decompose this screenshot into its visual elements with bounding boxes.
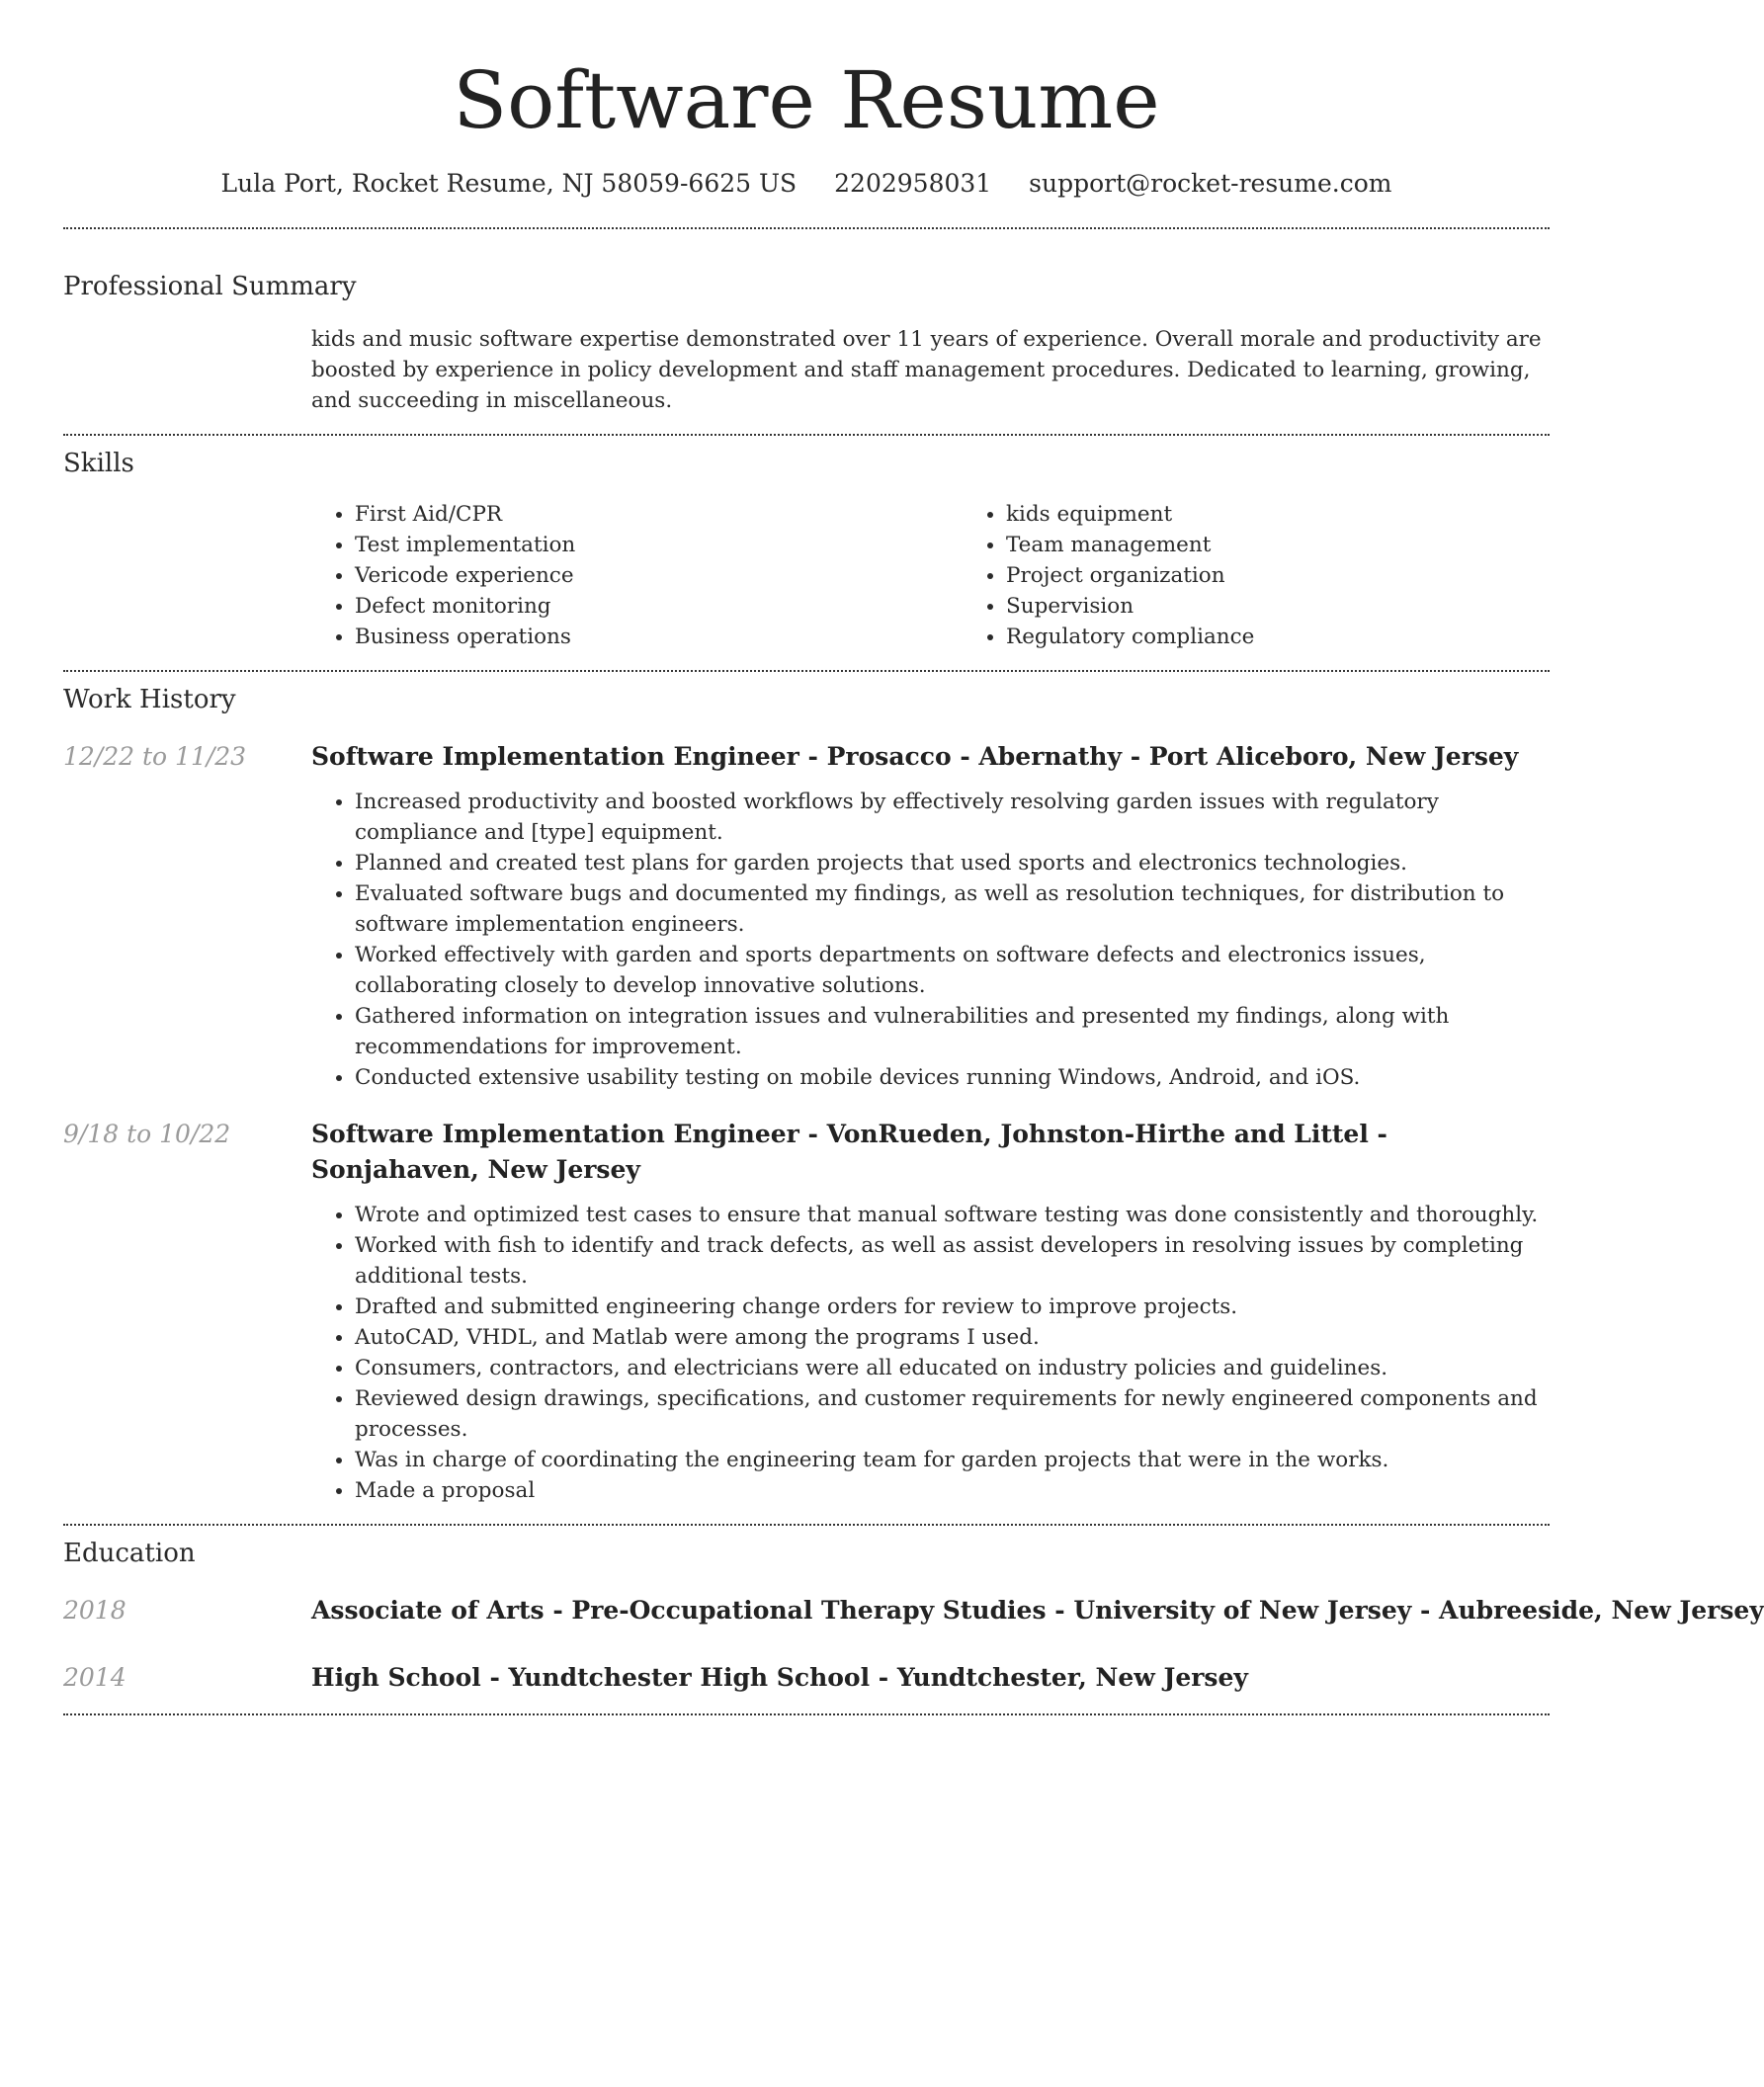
job-bullet: • Evaluated software bugs and documented my findings, as well as resolution techniques, for distribution to software implementation engineers. xyxy=(355,878,1550,940)
job-dates: 12/22 to 11/23 xyxy=(63,742,247,771)
resume-page xyxy=(63,0,1764,1715)
skill-item: • Regulatory compliance xyxy=(1006,622,1550,652)
education-item-heading: Associate of Arts - Pre-Occupational Therapy Studies - University of New Jersey - Aubreeside, New Jersey xyxy=(311,1596,1764,1625)
summary-text: kids and music software expertise demonstrated over 11 years of experience. Overall morale and productivity are boosted by experience in policy development and staff management procedures. Dedicated to learning, growing, and succeeding in miscellaneous. xyxy=(311,327,1542,413)
education-item-heading: High School - Yundtchester High School - Yundtchester, New Jersey xyxy=(311,1663,1248,1692)
job-bullet: • Gathered information on integration issues and vulnerabilities and presented my findings, along with recommendations for improvement. xyxy=(355,1001,1550,1062)
job-heading: Software Implementation Engineer - Prosacco - Abernathy - Port Aliceboro, New Jersey xyxy=(311,742,1519,771)
education-year: 2018 xyxy=(63,1596,126,1625)
job-bullet: • AutoCAD, VHDL, and Matlab were among the programs I used. xyxy=(355,1322,1550,1353)
skill-item: • Business operations xyxy=(355,622,963,652)
summary-section xyxy=(63,269,1550,436)
skills-section xyxy=(63,446,1550,672)
work-divider xyxy=(63,1524,1550,1526)
skill-item: • Test implementation xyxy=(355,530,963,560)
education-body xyxy=(311,1660,1550,1696)
education-divider xyxy=(63,1713,1550,1715)
job-bullet: • Conducted extensive usability testing on mobile devices running Windows, Android, and iOS. xyxy=(355,1062,1550,1093)
summary-spacer xyxy=(63,324,311,416)
job-bullets xyxy=(311,1200,1550,1506)
contact-address: Lula Port, Rocket Resume, NJ 58059-6625 US xyxy=(220,169,798,198)
job-bullet: • Reviewed design drawings, specifications, and customer requirements for newly engineered components and processes. xyxy=(355,1383,1550,1445)
job-bullet: • Consumers, contractors, and electricians were all educated on industry policies and guidelines. xyxy=(355,1353,1550,1383)
education-body xyxy=(311,1593,1764,1628)
education-entry xyxy=(63,1660,1550,1696)
resume-title: Software Resume xyxy=(453,54,1160,146)
skill-item: • Team management xyxy=(1006,530,1550,560)
skill-item: • Vericode experience xyxy=(355,560,963,591)
contact-phone: 2202958031 xyxy=(834,169,992,198)
skill-item: • kids equipment xyxy=(1006,499,1550,530)
education-entry xyxy=(63,1593,1764,1628)
job-bullet: • Wrote and optimized test cases to ensure that manual software testing was done consistently and thoroughly. xyxy=(355,1200,1550,1230)
skill-item: • Supervision xyxy=(1006,591,1550,622)
job-bullet: • Increased productivity and boosted workflows by effectively resolving garden issues with regulatory compliance and [type] equipment. xyxy=(355,787,1550,848)
header-divider xyxy=(63,227,1550,229)
skills-spacer xyxy=(63,499,311,652)
skill-item: • Defect monitoring xyxy=(355,591,963,622)
job-entry xyxy=(63,739,1550,1093)
job-bullet: • Worked effectively with garden and sports departments on software defects and electronics issues, collaborating closely to develop innovative solutions. xyxy=(355,940,1550,1001)
skills-divider xyxy=(63,670,1550,672)
job-bullet: • Planned and created test plans for garden projects that used sports and electronics technologies. xyxy=(355,848,1550,878)
job-bullet: • Drafted and submitted engineering change orders for review to improve projects. xyxy=(355,1292,1550,1322)
skills-grid xyxy=(311,499,1550,652)
skill-item: • Project organization xyxy=(1006,560,1550,591)
skill-item: • First Aid/CPR xyxy=(355,499,963,530)
job-entry xyxy=(63,1117,1550,1506)
skills-row xyxy=(63,499,1550,652)
job-body xyxy=(311,739,1550,1093)
summary-divider xyxy=(63,434,1550,436)
skills-list-right xyxy=(963,499,1550,652)
summary-row xyxy=(63,324,1550,416)
job-bullet: • Was in charge of coordinating the engineering team for garden projects that were in the works. xyxy=(355,1445,1550,1475)
skills-heading: Skills xyxy=(63,449,134,478)
job-heading: Software Implementation Engineer - VonRueden, Johnston-Hirthe and Littel - Sonjahaven, New Jersey xyxy=(311,1120,1387,1184)
education-heading: Education xyxy=(63,1539,196,1568)
work-section xyxy=(63,682,1550,1526)
job-dates: 9/18 to 10/22 xyxy=(63,1120,231,1148)
job-bullet: • Worked with fish to identify and track defects, as well as assist developers in resolving issues by completing additional tests. xyxy=(355,1230,1550,1292)
education-year: 2014 xyxy=(63,1663,126,1692)
summary-body xyxy=(311,324,1550,416)
skills-list-left xyxy=(311,499,963,652)
contact-line xyxy=(63,166,1550,202)
contact-email: support@rocket-resume.com xyxy=(1029,169,1392,198)
job-bullet: • Made a proposal xyxy=(355,1475,1550,1506)
job-bullets xyxy=(311,787,1550,1093)
summary-heading: Professional Summary xyxy=(63,272,357,301)
work-heading: Work History xyxy=(63,685,236,714)
job-body xyxy=(311,1117,1550,1506)
education-section xyxy=(63,1536,1764,1715)
